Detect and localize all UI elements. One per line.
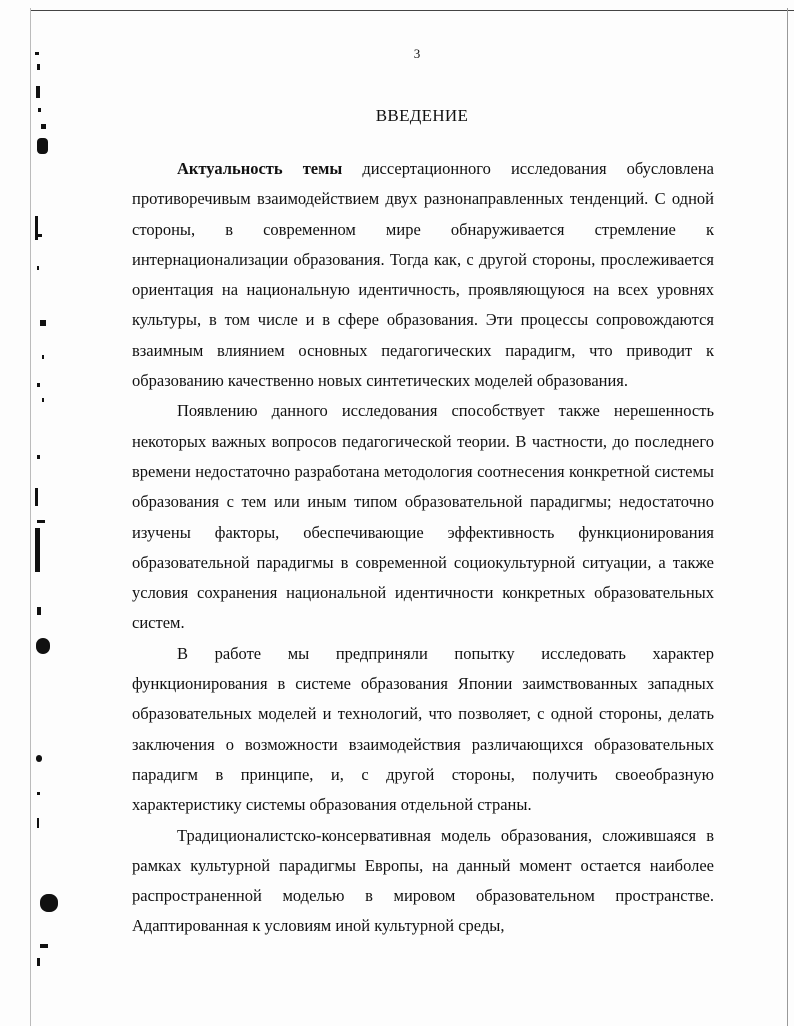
page-number: 3 — [413, 46, 421, 61]
paragraph-text: В работе мы предприняли попытку исследовать характер функционирования в системе образования Японии заимствованных западных образовательных моделей и технологий, что позволяет, с одной стороны, делать заключения о возможности взаимодействия различающихся образовательных парадигм в принципе, и, с другой стороны, получить своеобразную характеристику системы образования отдельной страны. — [132, 643, 714, 815]
paragraph-lead-bold: Актуальность темы — [177, 159, 343, 178]
paragraph-text: Появлению данного исследования способствует также нерешенность некоторых важных вопросов педагогической теории. В частности, до последнего времени недостаточно разработана методология соотнесения конкретной системы образования с тем или иным типом образовательной парадигмы; недостаточно изучены факторы, обеспечивающие эффективность функционирования образовательной парадигмы в современной социокультурной ситуации, а также условия сохранения национальной идентичности конкретных образовательных систем. — [132, 401, 714, 633]
paragraph — [132, 639, 714, 821]
paragraph — [132, 154, 714, 396]
scan-left-border — [30, 8, 31, 1026]
scan-top-border — [30, 10, 794, 11]
paragraph — [132, 821, 714, 942]
paragraph-text: диссертационного исследования обусловлена противоречивым взаимодействием двух разнонаправленных тенденций. С одной стороны, в современном мире обнаруживается стремление к интернационализации образования. Тогда как, с другой стороны, прослеживается ориентация на национальную идентичность, проявляющуюся на всех уровнях культуры, в том числе и в сфере образования. Эти процессы сопровождаются взаимным влиянием основных педагогических парадигм, что приводит к образованию качественно новых синтетических моделей образования. — [132, 159, 714, 391]
paragraph-text: Традиционалистско-консервативная модель образования, сложившаяся в рамках культурной парадигмы Европы, на данный момент остается наиболее распространенной моделью в мировом образовательном пространстве. Адаптированная к условиям иной культурной среды, — [132, 825, 714, 936]
page-title: ВВЕДЕНИЕ — [375, 106, 469, 125]
paragraph — [132, 396, 714, 638]
document-body — [132, 154, 714, 942]
scan-right-border — [787, 8, 788, 1026]
